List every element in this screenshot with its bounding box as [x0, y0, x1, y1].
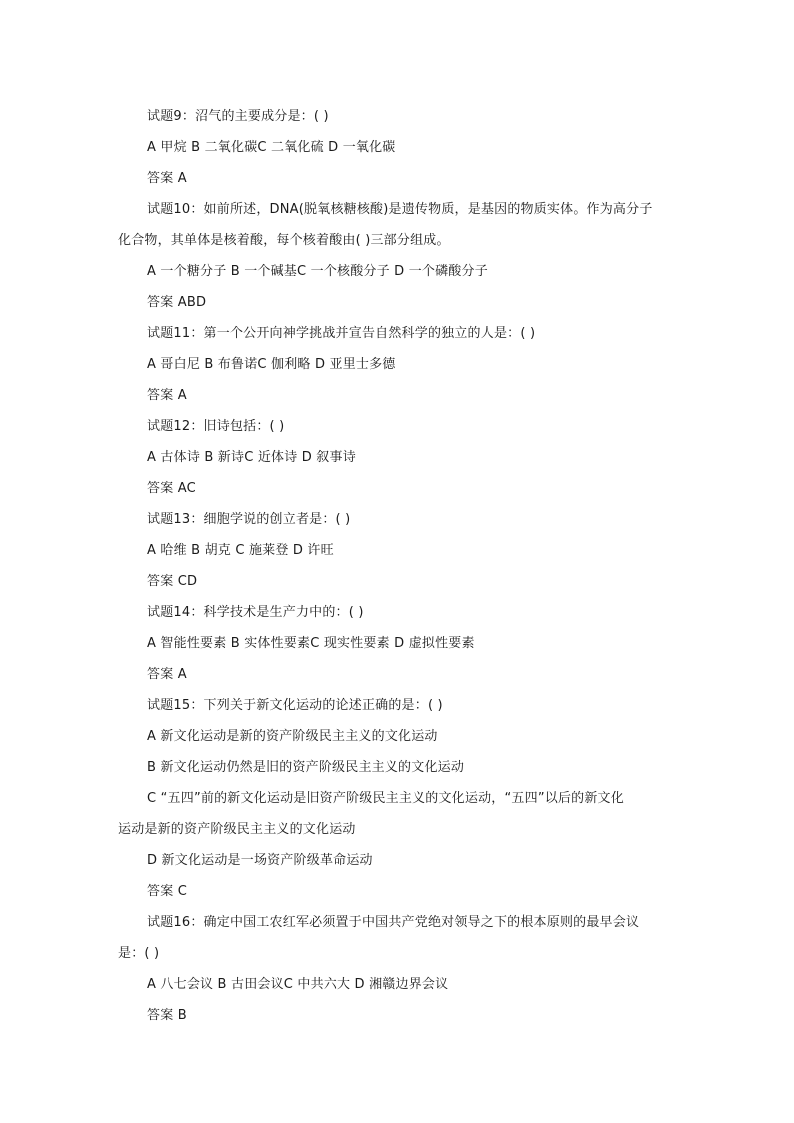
question-16 — [118, 907, 678, 969]
answer-16: 答案 B — [147, 1008, 187, 1023]
answer-15: 答案 C — [147, 884, 188, 899]
option-15-c-line-1: C “五四”前的新文化运动是旧资产阶级民主主义的文化运动，“五四”以后的新文化 — [147, 791, 624, 806]
options-10: A 一个糖分子 B 一个碱基C 一个核酸分子 D 一个磷酸分子 — [147, 264, 488, 279]
options-16: A 八七会议 B 古田会议C 中共六大 D 湘赣边界会议 — [147, 977, 449, 992]
question-13: 试题13：细胞学说的创立者是：( ) — [147, 512, 351, 527]
answer-11: 答案 A — [147, 388, 187, 403]
option-15-b: B 新文化运动仍然是旧的资产阶级民主主义的文化运动 — [147, 760, 465, 775]
options-11: A 哥白尼 B 布鲁诺C 伽利略 D 亚里士多德 — [147, 357, 396, 372]
question-9: 试题9：沼气的主要成分是：( ) — [147, 109, 329, 124]
answer-13: 答案 CD — [147, 574, 198, 589]
answer-12: 答案 AC — [147, 481, 196, 496]
option-15-c-line-2: 运动是新的资产阶级民主主义的文化运动 — [118, 822, 356, 837]
options-14: A 智能性要素 B 实体性要素C 现实性要素 D 虚拟性要素 — [147, 636, 475, 651]
option-15-c — [118, 783, 678, 845]
option-15-a: A 新文化运动是新的资产阶级民主主义的文化运动 — [147, 729, 438, 744]
question-10 — [118, 194, 678, 256]
question-12: 试题12：旧诗包括：( ) — [147, 419, 285, 434]
options-9: A 甲烷 B 二氧化碳C 二氧化硫 D 一氧化碳 — [147, 140, 396, 155]
question-11: 试题11：第一个公开向神学挑战并宣告自然科学的独立的人是：( ) — [147, 326, 536, 341]
answer-10: 答案 ABD — [147, 295, 207, 310]
options-13: A 哈维 B 胡克 C 施莱登 D 许旺 — [147, 543, 334, 558]
answer-14: 答案 A — [147, 667, 187, 682]
question-10-line-1: 试题10：如前所述，DNA(脱氧核糖核酸)是遗传物质，是基因的物质实体。作为高分子 — [147, 202, 653, 217]
question-15: 试题15：下列关于新文化运动的论述正确的是：( ) — [147, 698, 443, 713]
options-12: A 古体诗 B 新诗C 近体诗 D 叙事诗 — [147, 450, 356, 465]
question-14: 试题14：科学技术是生产力中的：( ) — [147, 605, 364, 620]
answer-9: 答案 A — [147, 171, 187, 186]
question-16-line-2: 是：( ) — [118, 946, 160, 961]
question-10-line-2: 化合物，其单体是核着酸，每个核着酸由( )三部分组成。 — [118, 233, 450, 248]
document-body — [118, 101, 678, 1031]
option-15-d: D 新文化运动是一场资产阶级革命运动 — [147, 853, 373, 868]
question-16-line-1: 试题16：确定中国工农红军必须置于中国共产党绝对领导之下的根本原则的最早会议 — [147, 915, 640, 930]
